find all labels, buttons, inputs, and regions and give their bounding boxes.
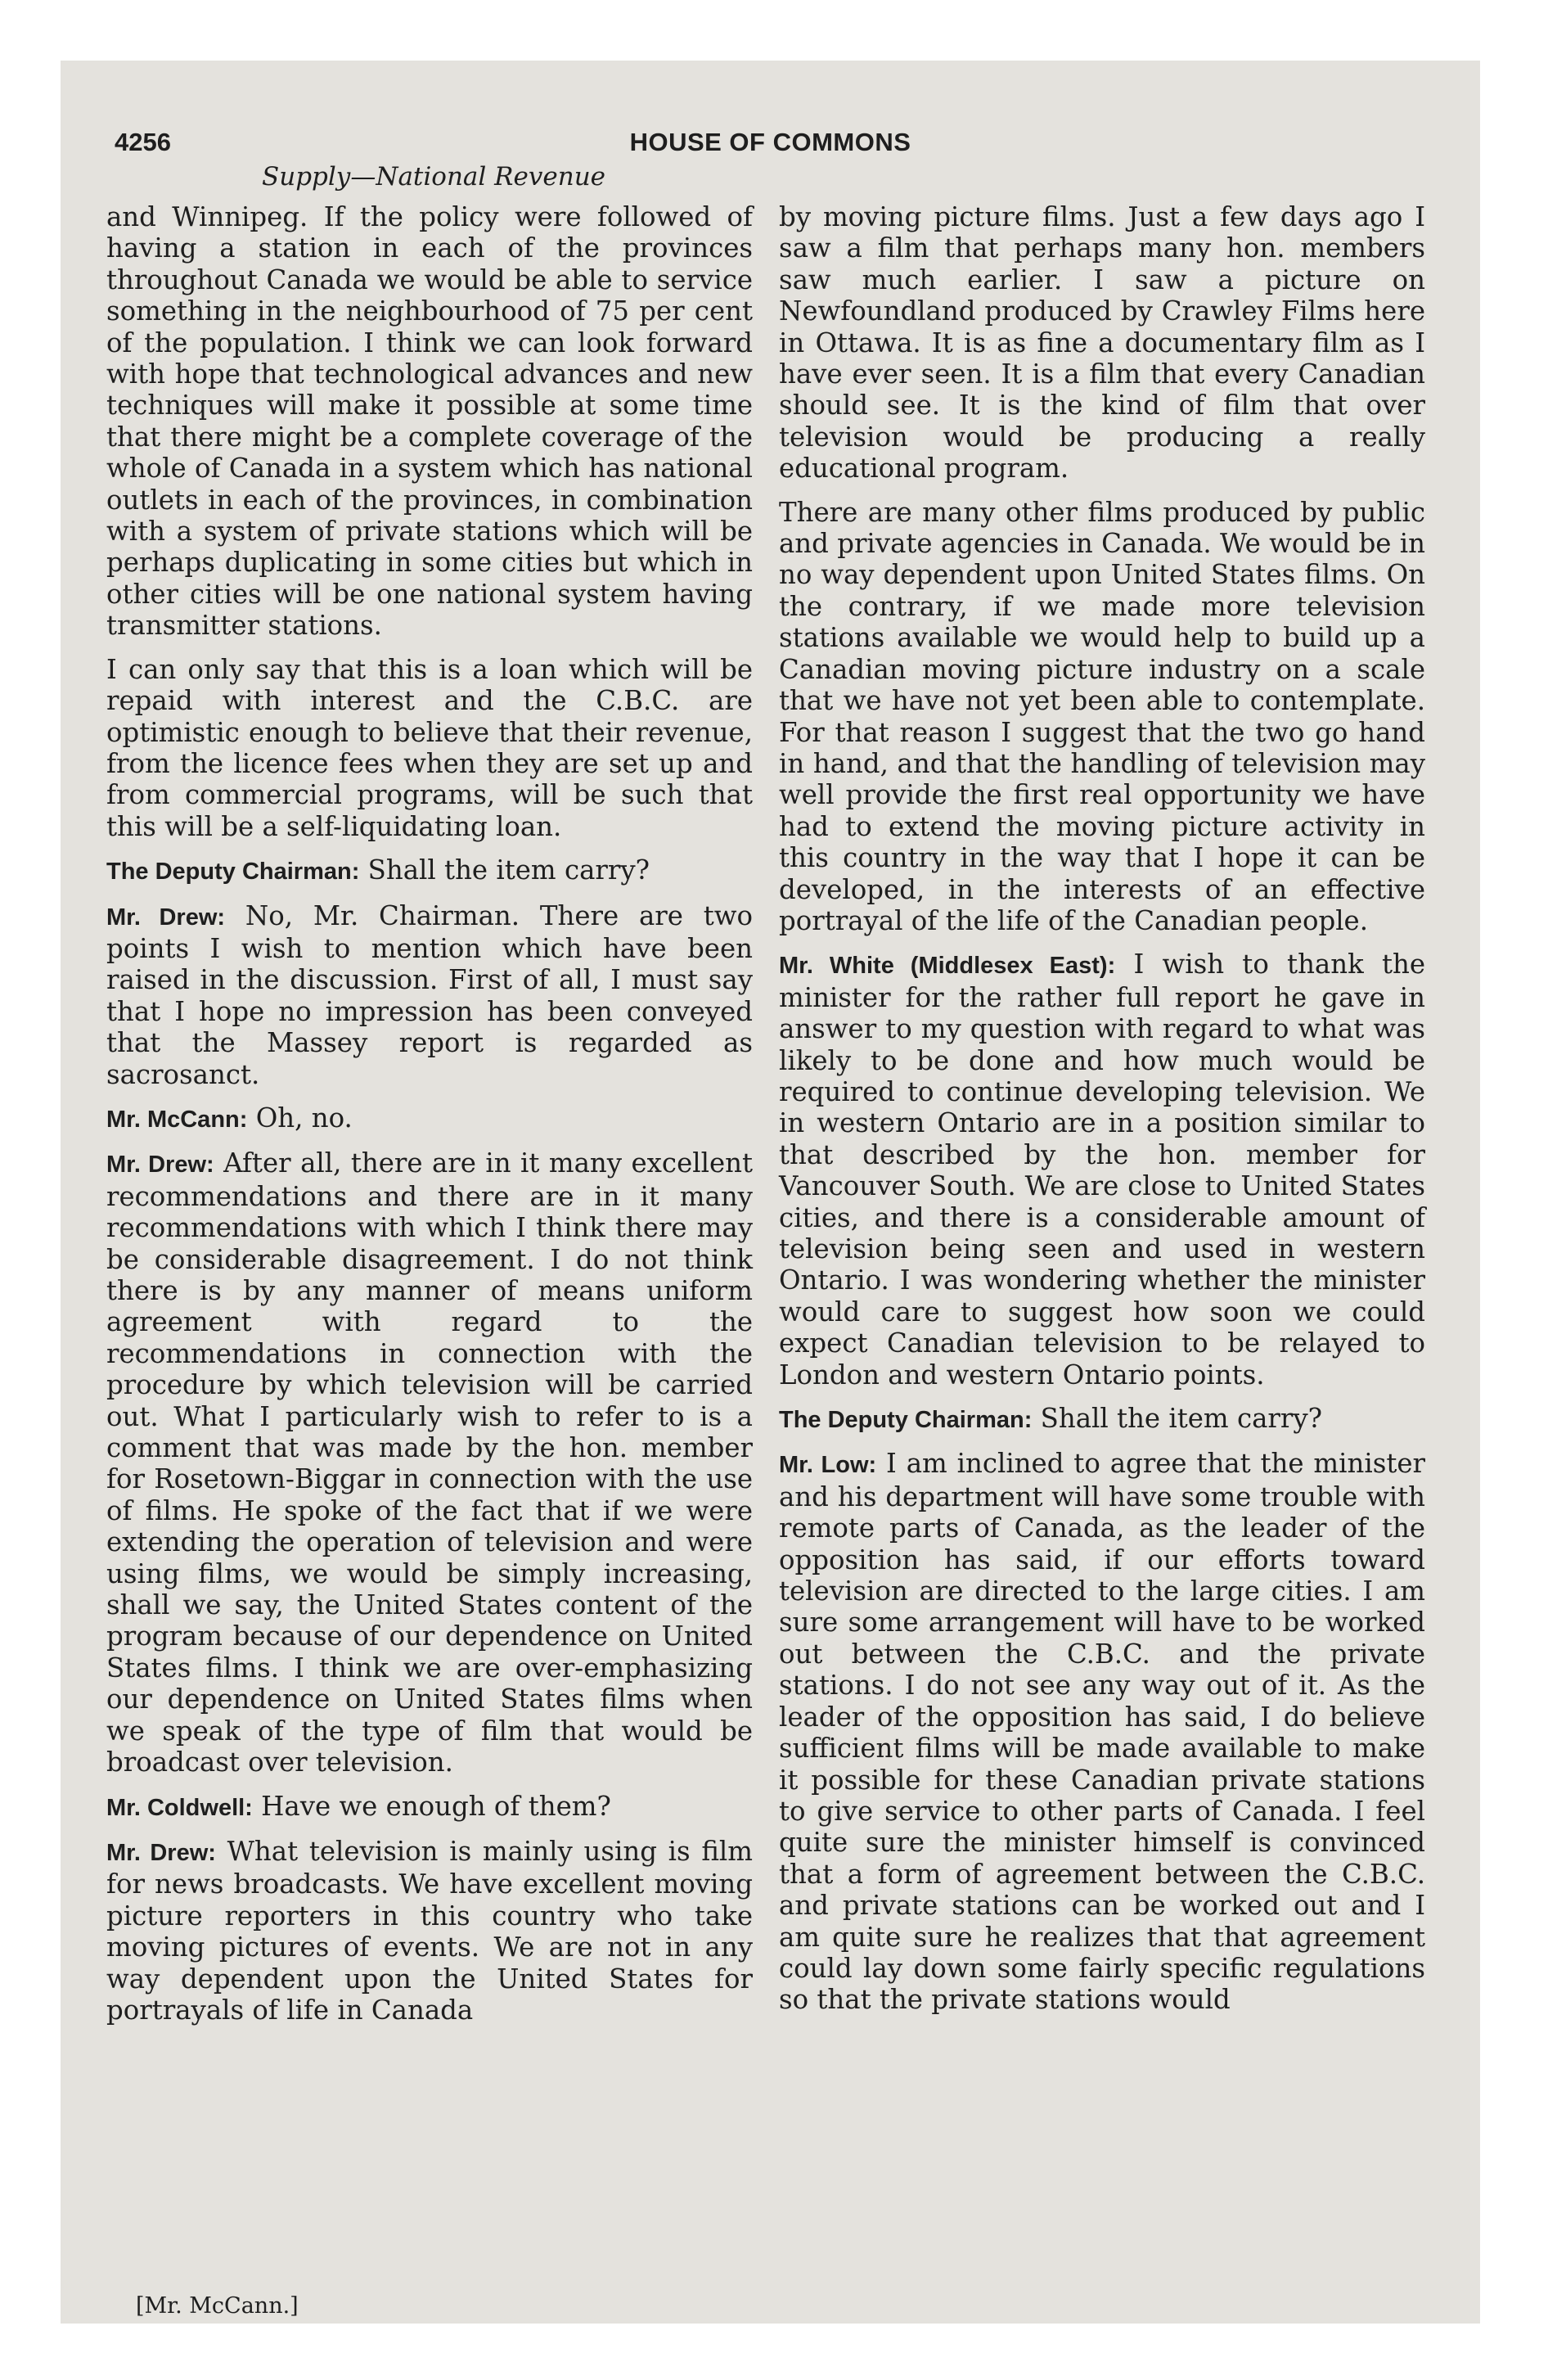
section-subhead: Supply—National Revenue (262, 162, 605, 192)
footer-note: [Mr. McCann.] (136, 2293, 299, 2319)
paragraph-text: I wish to thank the minister for the rather full report he gave in answer to my question with regard to what was likely to be done and how much would be required to continue developing television. We in western Ontario are in a position similar to that described by the hon. member for Vancouver South. We are close to United States cities, and there is a considerable amount of television being seen and used in western Ontario. I was wondering whether the minister would care to suggest how soon we could expect Canadian television to be relayed to London and western Ontario points. (779, 949, 1425, 1391)
speaker-name: Mr. White (Middlesex East): (779, 953, 1116, 980)
right-column (779, 201, 1425, 2028)
paragraph (106, 1147, 753, 1778)
speaker-name: Mr. Low: (779, 1452, 877, 1479)
paragraph-text: No, Mr. Chairman. There are two points I wish to mention which have been raised in the discussion. First of all, I must say that I hope no impression has been conveyed that the Massey report is regarded as sacrosanct. (106, 899, 754, 1090)
paragraph (106, 1836, 753, 2026)
page-number: 4256 (115, 128, 171, 156)
paragraph-text: I can only say that this is a loan which will be repaid with interest and the C.B.C. are optimistic enough to believe that their revenue, from the licence fees when they are set up and from commercial programs, will be such that this will be a self-liquidating loan. (106, 653, 753, 842)
paragraph (106, 201, 753, 642)
paragraph (106, 1791, 753, 1823)
running-head: HOUSE OF COMMONS (629, 128, 911, 156)
paragraph-text: There are many other films produced by public and private agencies in Canada. We would be in no way dependent upon United States films. On the contrary, if we made more television stations available we would help to build up a Canadian moving picture industry on a scale that we have not yet been able to contemplate. For that reason I suggest that the two go hand in hand, and that the handling of television may well provide the first real opportunity we have had to extend the moving picture activity in this country in the way that I hope it can be developed, in the interests of an effective portrayal of the life of the Canadian people. (779, 496, 1425, 936)
paragraph-text: Shall the item carry? (367, 854, 650, 886)
speaker-name: Mr. Drew: (106, 1152, 214, 1179)
speaker-name: The Deputy Chairman: (106, 859, 360, 886)
paragraph (106, 854, 753, 887)
speaker-name: Mr. McCann: (106, 1106, 248, 1133)
paragraph-text: I am inclined to agree that the minister and his department will have some trouble with remote parts of Canada, as the leader of the opposition has said, if our efforts toward television are directed to the large cities. I am sure some arrangement will have to be worked out between the C.B.C. and the private stations. I do not see any way out of it. As the leader of the opposition has said, I do believe sufficient films will be made available to make it possible for these Canadian private stations to give service to other parts of Canada. I feel quite sure the minister himself is convinced that a form of agreement between the C.B.C. and private stations can be worked out and I am quite sure he realizes that that agreement could lay down some fairly specific regulations so that the private stations would (779, 1448, 1425, 2016)
paragraph-text: Have we enough of them? (261, 1790, 611, 1822)
paragraph-text: by moving picture films. Just a few days ago I saw a film that perhaps many hon. members saw much earlier. I saw a picture on Newfoundland produced by Crawley Films here in Ottawa. It is as fine a documentary film as I have ever seen. It is a film that every Canadian should see. It is the kind of film that over television would be producing a really educational program. (779, 201, 1425, 485)
paragraph (779, 1448, 1425, 2015)
speaker-name: Mr. Drew: (106, 1839, 216, 1866)
paragraph-text: and Winnipeg. If the policy were followed of having a station in each of the provinces throughout Canada we would be able to service something in the neighbourhood of 75 per cent of the population. I think we can look forward with hope that technological advances and new techniques will make it possible at some time that there might be a complete coverage of the whole of Canada in a system which has national outlets in each of the provinces, in combination with a system of private stations which will be perhaps duplicating in some cities but which in other cities will be one national system having transmitter stations. (106, 201, 753, 642)
paragraph-text: Oh, no. (255, 1102, 353, 1134)
paragraph (779, 497, 1425, 937)
paragraph-text: Shall the item carry? (1040, 1403, 1323, 1435)
paragraph (779, 201, 1425, 485)
document-page (61, 61, 1480, 2324)
paragraph (106, 1102, 753, 1135)
paragraph (106, 654, 753, 842)
speaker-name: The Deputy Chairman: (779, 1407, 1033, 1434)
paragraph (779, 1403, 1425, 1436)
speaker-name: Mr. Coldwell: (106, 1794, 253, 1821)
left-column (106, 201, 753, 2038)
paragraph-text: What television is mainly using is film for news broadcasts. We have excellent moving picture reporters in this country who take moving pictures of events. We are not in any way dependent upon the United States for portrayals of life in Canada (106, 1835, 753, 2026)
paragraph (779, 949, 1425, 1391)
paragraph (106, 900, 753, 1090)
paragraph-text: After all, there are in it many excellent recommendations and there are in it many recommendations with which I think there may be considerable disagreement. I do not think there is by any manner of means uniform agreement with regard to the recommendations in connection with the procedure by which television will be carried out. What I particularly wish to refer to is a comment that was made by the hon. member for Rosetown-Biggar in connection with the use of films. He spoke of the fact that if we were extending the operation of television and were using films, we would be simply increasing, shall we say, the United States content of the program because of our dependence on United States films. I think we are over-emphasizing our dependence on United States films when we speak of the type of film that would be broadcast over television. (106, 1147, 754, 1778)
speaker-name: Mr. Drew: (106, 904, 226, 931)
